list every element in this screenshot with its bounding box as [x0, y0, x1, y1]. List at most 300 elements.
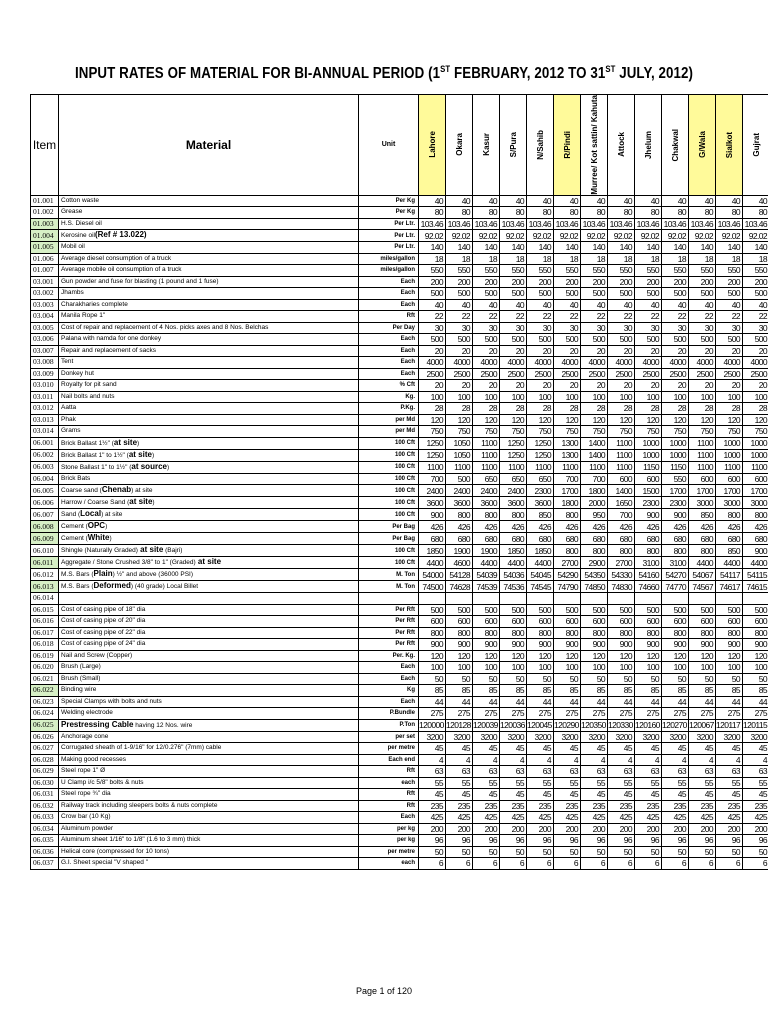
table-row [31, 276, 768, 288]
rate-cell: 103.46 [500, 218, 527, 230]
rate-cell: 120067 [689, 720, 714, 731]
material-text: Kerosine oil [61, 232, 95, 240]
rate-cell: 55 [716, 777, 743, 789]
rate-cell: 600 [662, 616, 689, 628]
rate-cell: 4 [743, 754, 768, 766]
rate-cell: 6 [608, 858, 635, 870]
material-cell [59, 473, 359, 485]
city-name: Sialkot [724, 131, 734, 158]
rate-cell: 103.46 [716, 218, 743, 230]
rate-cell: 120 [662, 650, 689, 662]
rate-cell: 40 [716, 299, 743, 311]
rate-cell: 426 [689, 521, 716, 533]
rate-cell: 80 [446, 207, 473, 219]
rate-cell: 20 [635, 345, 662, 357]
item-code: 06.026 [31, 731, 59, 743]
rate-cell: 3200 [527, 731, 554, 743]
rate-cell: 50 [446, 846, 473, 858]
rate-cell: 140 [608, 242, 635, 254]
rate-cell: 1400 [581, 437, 608, 449]
material-cell [59, 391, 359, 403]
rate-cell: 103.46 [635, 218, 662, 230]
rate-cell: 850 [527, 509, 554, 521]
rate-cell: 18 [608, 253, 635, 265]
rate-cell: 500 [743, 334, 768, 346]
rate-cell: 140 [635, 242, 662, 254]
unit-cell: Per Bag [359, 533, 419, 545]
rate-cell: 3100 [635, 557, 662, 569]
rate-cell: 140 [743, 242, 768, 254]
rate-cell: 4 [716, 754, 743, 766]
table-row [31, 288, 768, 300]
rate-cell [743, 593, 768, 605]
rate-cell: 30 [446, 322, 473, 334]
rate-cell: 2400 [419, 485, 446, 497]
rate-cell: 1050 [446, 437, 473, 449]
table-row [31, 777, 768, 789]
rate-cell: 103.46 [581, 218, 608, 230]
rate-cell: 120 [554, 650, 581, 662]
rate-cell: 650 [500, 473, 527, 485]
rate-cell: 92.02 [581, 230, 608, 242]
unit-cell: each [359, 777, 419, 789]
rate-cell: 600 [608, 616, 635, 628]
rate-cell: 92.02 [500, 230, 527, 242]
table-row [31, 230, 768, 242]
rate-cell: 40 [473, 195, 500, 207]
rate-cell: 120115 [743, 719, 768, 731]
rate-cell: 54067 [689, 569, 716, 581]
material-cell [59, 569, 359, 581]
rate-cell: 74850 [581, 581, 608, 593]
rate-cell: 85 [419, 685, 446, 697]
rate-cell: 50 [635, 673, 662, 685]
rate-cell: 500 [689, 604, 716, 616]
item-code: 06.016 [31, 616, 59, 628]
rate-cell: 4000 [500, 357, 527, 369]
rate-cell: 200 [608, 276, 635, 288]
rate-cell: 54039 [473, 569, 500, 581]
rate-cell: 600 [581, 616, 608, 628]
rate-cell: 4000 [554, 357, 581, 369]
rate-cell: 18 [581, 253, 608, 265]
unit-cell: Per Rft [359, 616, 419, 628]
rate-cell: 1400 [608, 485, 635, 497]
material-text: Steel rope ¾" dia [61, 790, 111, 798]
rate-cell: 800 [554, 509, 581, 521]
material-text: Charakharies complete [61, 300, 128, 308]
rate-cell: 6 [662, 858, 689, 870]
rate-cell: 235 [554, 800, 581, 812]
rate-cell: 6 [419, 858, 446, 870]
rate-cell: 20 [689, 380, 716, 392]
rate-cell [635, 593, 662, 605]
material-suffix: ) [105, 523, 108, 531]
rate-cell [716, 593, 743, 605]
rate-cell: 500 [554, 288, 581, 300]
rate-cell: 800 [554, 545, 581, 557]
rate-cell: 100 [635, 662, 662, 674]
unit-cell: Rft [359, 800, 419, 812]
rate-cell: 55 [554, 777, 581, 789]
material-cell [59, 858, 359, 870]
material-suffix: ) at site [101, 511, 123, 519]
rate-cell: 20 [554, 345, 581, 357]
unit-cell: P.Ton [359, 719, 419, 731]
rate-cell: 22 [473, 311, 500, 323]
rate-cell: 28 [500, 403, 527, 415]
rate-cell: 50 [662, 673, 689, 685]
rate-cell [662, 593, 689, 605]
rate-cell: 103.46 [473, 218, 500, 230]
rate-cell: 120 [689, 414, 716, 426]
material-text: Palana with namda for one donkey [61, 335, 162, 343]
rate-cell: 20 [635, 380, 662, 392]
rate-cell: 1100 [581, 461, 608, 473]
rate-cell: 50 [419, 846, 446, 858]
rate-cell: 85 [689, 685, 716, 697]
material-emphasis: at source [131, 461, 167, 471]
rate-cell: 800 [608, 627, 635, 639]
rate-cell: 275 [473, 708, 500, 720]
unit-cell: Each [359, 812, 419, 824]
rate-cell: 6 [527, 858, 554, 870]
city-name: Lahore [427, 131, 437, 159]
rate-cell: 18 [473, 253, 500, 265]
rate-cell: 3200 [662, 731, 689, 743]
material-text: G.I. Sheet special "V shaped " [61, 859, 148, 867]
material-suffix: ) [137, 439, 140, 447]
table-row [31, 461, 768, 473]
rate-cell: 1050 [446, 449, 473, 461]
unit-cell: Per. Kg. [359, 650, 419, 662]
rate-cell: 500 [716, 604, 743, 616]
material-text: Cotton waste [61, 196, 99, 204]
material-cell [59, 299, 359, 311]
material-cell [59, 593, 359, 605]
table-row [31, 731, 768, 743]
rate-cell: 500 [419, 288, 446, 300]
material-cell [59, 509, 359, 521]
rate-cell: 1100 [608, 437, 635, 449]
rate-cell: 900 [581, 639, 608, 651]
rate-cell: 1150 [662, 461, 689, 473]
rate-cell: 850 [689, 509, 716, 521]
rate-cell: 1650 [608, 497, 635, 509]
rate-cell: 140 [581, 242, 608, 254]
rate-cell: 80 [635, 207, 662, 219]
rate-cell: 22 [446, 311, 473, 323]
rate-cell: 50 [473, 846, 500, 858]
material-text: Aluminum sheet 1/16" to 1/8" (1.6 to 3 mm) thick [61, 836, 201, 844]
rate-cell: 4400 [419, 557, 446, 569]
rate-cell: 1800 [554, 497, 581, 509]
rate-cell: 92.02 [419, 230, 446, 242]
rate-cell: 140 [473, 242, 500, 254]
rate-cell: 74830 [608, 581, 635, 593]
rate-cell: 2500 [716, 368, 743, 380]
rate-cell: 80 [689, 207, 716, 219]
material-cell [59, 276, 359, 288]
rate-cell: 900 [473, 639, 500, 651]
rate-cell: 600 [716, 473, 743, 485]
rate-cell: 120 [446, 414, 473, 426]
rate-cell: 426 [419, 521, 446, 533]
rate-cell: 50 [689, 846, 716, 858]
unit-cell: Each [359, 368, 419, 380]
rate-cell: 18 [716, 253, 743, 265]
unit-cell: 100 Cft [359, 437, 419, 449]
rate-cell: 200 [473, 823, 500, 835]
rate-cell: 1400 [581, 449, 608, 461]
rate-cell: 100 [500, 662, 527, 674]
material-suffix: ) at site [131, 487, 153, 495]
unit-cell: 100 Cft [359, 509, 419, 521]
rate-cell: 30 [716, 322, 743, 334]
rate-cell: 500 [554, 334, 581, 346]
rate-cell: 20 [419, 345, 446, 357]
rate-cell: 100 [554, 391, 581, 403]
item-code: 03.005 [31, 322, 59, 334]
rate-cell: 120 [608, 414, 635, 426]
table-row [31, 426, 768, 438]
item-code: 01.007 [31, 265, 59, 277]
rate-cell: 96 [446, 835, 473, 847]
rate-cell: 120290 [554, 720, 579, 731]
material-cell [59, 426, 359, 438]
table-row [31, 754, 768, 766]
material-suffix: (Bajri) [163, 547, 183, 555]
rate-cell: 1250 [419, 449, 446, 461]
item-code: 06.012 [31, 569, 59, 581]
rate-cell [419, 593, 446, 605]
rate-cell: 550 [635, 265, 662, 277]
item-code: 06.011 [31, 557, 59, 569]
rate-cell: 120 [473, 650, 500, 662]
rate-cell: 3000 [743, 497, 768, 509]
rate-cell: 85 [743, 685, 768, 697]
rate-cell: 45 [635, 743, 662, 755]
rate-cell: 500 [527, 604, 554, 616]
rate-cell: 4000 [581, 357, 608, 369]
rate-cell: 22 [716, 311, 743, 323]
page-title: INPUT RATES OF MATERIAL FOR BI-ANNUAL PERIOD (1ST FEBRUARY, 2012 TO 31ST JULY, 2012) [74, 64, 694, 83]
rate-cell: 680 [608, 533, 635, 545]
rate-cell: 30 [662, 322, 689, 334]
rate-cell: 4000 [662, 357, 689, 369]
unit-cell: per metre [359, 743, 419, 755]
rate-cell: 63 [743, 766, 768, 778]
rate-cell: 55 [662, 777, 689, 789]
rate-cell: 800 [689, 545, 716, 557]
rate-cell: 680 [419, 533, 446, 545]
rate-cell: 74790 [554, 581, 581, 593]
rate-cell: 100 [419, 391, 446, 403]
rate-cell: 63 [554, 766, 581, 778]
unit-cell: Per Rft [359, 627, 419, 639]
rate-cell: 800 [581, 627, 608, 639]
rate-cell: 4000 [527, 357, 554, 369]
material-text: Cement ( [61, 523, 88, 531]
rate-cell: 74617 [716, 581, 743, 593]
material-cell [59, 242, 359, 254]
item-code: 06.027 [31, 743, 59, 755]
rate-cell: 44 [446, 696, 473, 708]
rate-cell: 6 [473, 858, 500, 870]
material-text: Average diesel consumption of a truck [61, 254, 172, 262]
material-emphasis: Prestressing Cable [61, 719, 134, 729]
material-text: Cost of casing pipe of 22" dia [61, 628, 146, 636]
rate-cell: 4 [581, 754, 608, 766]
rate-cell: 1000 [743, 449, 768, 461]
rate-cell: 44 [662, 696, 689, 708]
rate-cell: 900 [527, 639, 554, 651]
rate-cell: 6 [500, 858, 527, 870]
rate-cell: 80 [662, 207, 689, 219]
rate-cell: 28 [635, 403, 662, 415]
rate-cell: 850 [716, 545, 743, 557]
rate-cell: 200 [743, 823, 768, 835]
table-row [31, 509, 768, 521]
rate-cell: 3600 [419, 497, 446, 509]
material-text: Aatta [61, 404, 77, 412]
rate-cell: 200 [527, 823, 554, 835]
rate-cell: 200 [662, 276, 689, 288]
rate-cell: 45 [446, 789, 473, 801]
rate-cell: 600 [419, 616, 446, 628]
rate-cell: 3200 [500, 731, 527, 743]
table-row [31, 650, 768, 662]
table-row [31, 345, 768, 357]
rate-cell: 426 [446, 521, 473, 533]
rate-cell: 120000 [419, 720, 444, 731]
city-name: Murree/ Kot sattin/ Kahuta [589, 95, 599, 195]
rate-cell: 2500 [689, 368, 716, 380]
rate-cell: 44 [473, 696, 500, 708]
table-row [31, 789, 768, 801]
rate-cell: 45 [419, 743, 446, 755]
unit-header: Unit [359, 95, 419, 196]
rate-cell: 45 [689, 743, 716, 755]
rate-cell: 50 [500, 673, 527, 685]
rate-cell: 54350 [581, 569, 608, 581]
rate-cell: 20 [473, 345, 500, 357]
rate-cell: 20 [554, 380, 581, 392]
material-cell [59, 639, 359, 651]
table-row [31, 639, 768, 651]
table-row [31, 414, 768, 426]
rate-cell: 200 [554, 276, 581, 288]
table-row [31, 253, 768, 265]
material-cell [59, 368, 359, 380]
rate-cell: 54330 [608, 569, 635, 581]
rate-cell: 20 [743, 380, 768, 392]
rate-cell: 103.46 [743, 218, 768, 230]
rate-cell: 120 [419, 414, 446, 426]
rate-cell: 44 [716, 696, 743, 708]
rate-cell: 20 [500, 380, 527, 392]
item-code: 06.021 [31, 673, 59, 685]
rate-cell: 1100 [743, 461, 768, 473]
rate-cell: 750 [554, 426, 581, 438]
rate-cell: 92.02 [635, 230, 662, 242]
item-code: 01.002 [31, 207, 59, 219]
city-header [581, 95, 608, 196]
rate-cell: 700 [554, 473, 581, 485]
rate-cell: 900 [662, 639, 689, 651]
rate-cell: 500 [689, 334, 716, 346]
material-cell [59, 533, 359, 545]
material-cell [59, 288, 359, 300]
rate-cell: 800 [662, 545, 689, 557]
rate-cell: 1100 [419, 461, 446, 473]
rate-cell: 28 [662, 403, 689, 415]
rate-cell: 275 [689, 708, 716, 720]
rate-cell: 1100 [554, 461, 581, 473]
rate-cell: 4 [608, 754, 635, 766]
city-header [419, 95, 446, 196]
rate-cell: 600 [500, 616, 527, 628]
table-row [31, 521, 768, 533]
rate-cell: 92.02 [446, 230, 473, 242]
material-cell [59, 380, 359, 392]
table-row [31, 766, 768, 778]
rate-cell: 275 [635, 708, 662, 720]
unit-cell: Rft [359, 766, 419, 778]
rate-cell: 54045 [527, 569, 554, 581]
rate-cell: 200 [716, 276, 743, 288]
material-cell [59, 485, 359, 497]
material-emphasis: at site [128, 449, 152, 459]
rate-cell: 96 [635, 835, 662, 847]
item-code: 03.010 [31, 380, 59, 392]
rate-cell: 120039 [473, 720, 498, 731]
table-row [31, 334, 768, 346]
rate-cell: 200 [473, 276, 500, 288]
rate-cell: 200 [446, 276, 473, 288]
rate-cell: 235 [527, 800, 554, 812]
unit-cell: 100 Cft [359, 473, 419, 485]
material-emphasis: at site [137, 545, 164, 555]
rate-cell: 600 [608, 473, 635, 485]
rate-cell: 45 [554, 789, 581, 801]
rate-cell: 900 [608, 639, 635, 651]
material-cell [59, 557, 359, 569]
rate-cell: 100 [581, 391, 608, 403]
material-cell [59, 345, 359, 357]
rate-cell: 30 [581, 322, 608, 334]
rate-cell: 40 [581, 299, 608, 311]
city-name: Gujrat [751, 133, 761, 157]
item-code: 03.012 [31, 403, 59, 415]
rate-cell: 28 [554, 403, 581, 415]
material-cell [59, 253, 359, 265]
rate-cell: 2500 [419, 368, 446, 380]
rate-cell: 4400 [689, 557, 716, 569]
rate-cell: 235 [662, 800, 689, 812]
rate-cell: 600 [527, 616, 554, 628]
material-text: Grease [61, 208, 83, 216]
rate-cell: 28 [689, 403, 716, 415]
rate-cell: 550 [689, 265, 716, 277]
rate-cell: 426 [716, 521, 743, 533]
rate-cell: 3100 [662, 557, 689, 569]
rate-cell: 800 [608, 545, 635, 557]
rate-cell: 426 [581, 521, 608, 533]
item-code: 01.005 [31, 242, 59, 254]
unit-cell [359, 593, 419, 605]
rate-cell: 28 [419, 403, 446, 415]
